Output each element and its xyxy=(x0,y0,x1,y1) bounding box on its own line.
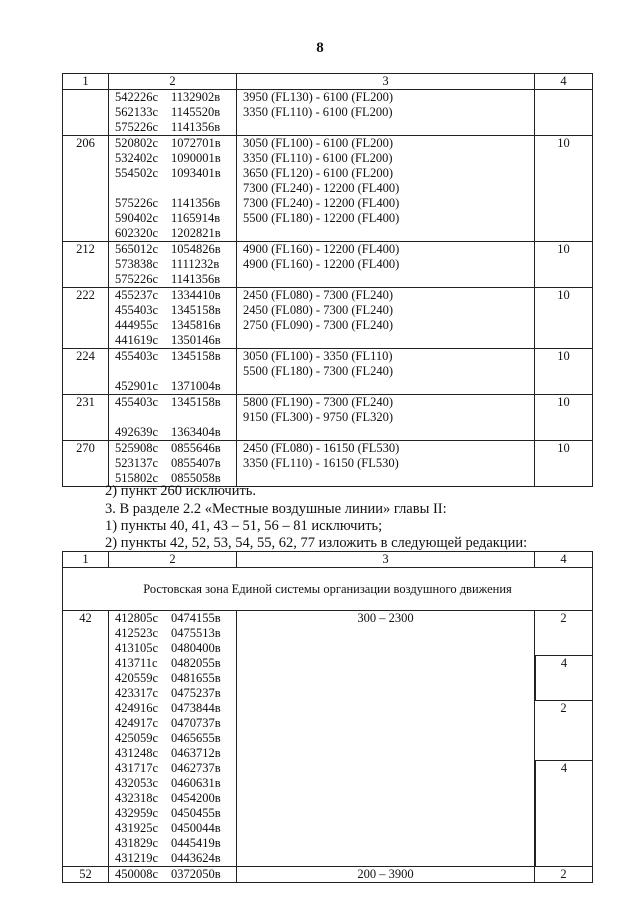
paragraph-3: 1) пункты 40, 41, 43 – 51, 56 – 81 исключить; xyxy=(105,518,383,534)
longitude: 0855407в xyxy=(171,456,221,470)
flight-level: 3050 (FL100) - 6100 (FL200) xyxy=(243,136,393,150)
longitude: 0470737в xyxy=(171,716,221,730)
table-header-row xyxy=(63,74,593,90)
longitude: 1093401в xyxy=(171,166,221,180)
latitude: 542226с xyxy=(115,90,159,104)
latitude: 455403с xyxy=(115,303,159,317)
point-line xyxy=(115,90,236,105)
longitude: 1350146в xyxy=(171,333,221,347)
flight-level: 2750 (FL090) - 7300 (FL240) xyxy=(243,318,393,332)
latitude: 523137с xyxy=(115,456,159,470)
latitude: 532402с xyxy=(115,151,159,165)
longitude: 1363404в xyxy=(171,425,221,439)
point-line xyxy=(115,166,236,181)
point-line xyxy=(115,836,236,851)
route-points xyxy=(109,349,237,395)
point-line xyxy=(115,272,236,287)
point-line xyxy=(115,456,236,471)
point-line xyxy=(115,671,236,686)
flight-levels xyxy=(237,288,535,349)
table-row xyxy=(63,441,593,487)
route-number: 52 xyxy=(63,867,109,883)
longitude: 1054826в xyxy=(171,242,221,256)
latitude: 565012с xyxy=(115,242,159,256)
column-header-3: 3 xyxy=(237,552,535,568)
route-width-segment: 2 xyxy=(535,701,592,761)
latitude: 455403с xyxy=(115,395,159,409)
point-line xyxy=(115,806,236,821)
point-line xyxy=(115,333,236,348)
flight-level: 7300 (FL240) - 12200 (FL400) xyxy=(243,181,400,195)
flight-level: 5500 (FL180) - 7300 (FL240) xyxy=(243,364,393,378)
route-width: 10 xyxy=(535,136,593,242)
point-line xyxy=(115,410,236,425)
column-header-2: 2 xyxy=(109,74,237,90)
point-line xyxy=(115,136,236,151)
latitude: 432318с xyxy=(115,791,159,805)
point-line xyxy=(115,288,236,303)
table-row xyxy=(63,867,593,883)
longitude: 0480400в xyxy=(171,641,221,655)
longitude: 0443624в xyxy=(171,851,221,865)
latitude: 424917с xyxy=(115,716,159,730)
longitude: 1141356в xyxy=(171,196,221,210)
longitude: 0450455в xyxy=(171,806,221,820)
latitude: 432053с xyxy=(115,776,159,790)
longitude: 0482055в xyxy=(171,656,221,670)
paragraph-4: 2) пункты 42, 52, 53, 54, 55, 62, 77 изложить в следующей редакции: xyxy=(105,535,528,551)
latitude: 525908с xyxy=(115,441,159,455)
height-range: 200 – 3900 xyxy=(237,867,535,883)
route-points xyxy=(109,242,237,288)
point-line xyxy=(115,181,236,196)
route-width: 2 xyxy=(535,867,593,883)
latitude: 590402с xyxy=(115,211,159,225)
point-line xyxy=(115,626,236,641)
longitude: 1141356в xyxy=(171,120,221,134)
flight-level: 3950 (FL130) - 6100 (FL200) xyxy=(243,90,393,104)
point-line xyxy=(115,686,236,701)
point-line xyxy=(115,349,236,364)
flight-levels xyxy=(237,395,535,441)
point-line xyxy=(115,379,236,394)
paragraph-1: 2) пункт 260 исключить. xyxy=(105,483,257,499)
point-line xyxy=(115,641,236,656)
route-number: 270 xyxy=(63,441,109,487)
route-width xyxy=(535,90,593,136)
longitude: 0855646в xyxy=(171,441,221,455)
longitude: 0475237в xyxy=(171,686,221,700)
flight-level: 2450 (FL080) - 7300 (FL240) xyxy=(243,303,393,317)
table-local-airways xyxy=(62,551,593,883)
column-header-2: 2 xyxy=(109,552,237,568)
latitude: 452901с xyxy=(115,379,159,393)
point-line xyxy=(115,791,236,806)
latitude: 573838с xyxy=(115,257,159,271)
point-line xyxy=(115,151,236,166)
latitude: 413711с xyxy=(115,656,158,670)
longitude: 1141356в xyxy=(171,272,221,286)
route-width-cell xyxy=(535,611,593,867)
route-points xyxy=(109,441,237,487)
longitude: 0450044в xyxy=(171,821,221,835)
route-number: 212 xyxy=(63,242,109,288)
point-line xyxy=(115,105,236,120)
latitude: 455237с xyxy=(115,288,159,302)
longitude: 1345158в xyxy=(171,349,221,363)
point-line xyxy=(115,242,236,257)
latitude: 575226с xyxy=(115,272,159,286)
column-header-4: 4 xyxy=(535,552,593,568)
route-points xyxy=(109,90,237,136)
table-row xyxy=(63,136,593,242)
longitude: 1345158в xyxy=(171,303,221,317)
longitude: 1111232в xyxy=(171,257,220,271)
flight-levels xyxy=(237,349,535,395)
latitude: 424916с xyxy=(115,701,159,715)
longitude: 0474155в xyxy=(171,611,221,625)
table-row xyxy=(63,611,593,867)
point-line xyxy=(115,318,236,333)
route-number: 231 xyxy=(63,395,109,441)
longitude: 1072701в xyxy=(171,136,221,150)
longitude: 0465655в xyxy=(171,731,221,745)
latitude: 423317с xyxy=(115,686,159,700)
latitude: 431925с xyxy=(115,821,159,835)
latitude: 431219с xyxy=(115,851,159,865)
longitude: 0463712в xyxy=(171,746,221,760)
latitude: 413105с xyxy=(115,641,159,655)
point-line xyxy=(115,746,236,761)
table-row xyxy=(63,242,593,288)
route-width-segment: 4 xyxy=(535,761,592,866)
latitude: 431248с xyxy=(115,746,159,760)
flight-level: 5500 (FL180) - 12200 (FL400) xyxy=(243,211,400,225)
point-line xyxy=(115,425,236,440)
flight-level: 5800 (FL190) - 7300 (FL240) xyxy=(243,395,393,409)
route-number: 206 xyxy=(63,136,109,242)
longitude: 0462737в xyxy=(171,761,221,775)
longitude: 1090001в xyxy=(171,151,221,165)
column-header-1: 1 xyxy=(63,74,109,90)
flight-levels xyxy=(237,90,535,136)
point-line xyxy=(115,776,236,791)
point-line xyxy=(115,716,236,731)
flight-level: 4900 (FL160) - 12200 (FL400) xyxy=(243,242,400,256)
point-line xyxy=(115,731,236,746)
longitude: 1345158в xyxy=(171,395,221,409)
point-line xyxy=(115,211,236,226)
route-points xyxy=(109,867,237,883)
route-width: 10 xyxy=(535,349,593,395)
route-width-segment: 4 xyxy=(535,656,592,701)
column-header-4: 4 xyxy=(535,74,593,90)
point-line xyxy=(115,226,236,241)
route-width: 10 xyxy=(535,288,593,349)
point-line xyxy=(115,395,236,410)
longitude: 1202821в xyxy=(171,226,221,240)
route-width: 10 xyxy=(535,441,593,487)
flight-level: 3050 (FL100) - 3350 (FL110) xyxy=(243,349,393,363)
route-points xyxy=(109,288,237,349)
longitude: 1345816в xyxy=(171,318,221,332)
latitude: 450008с xyxy=(115,867,159,881)
point-line xyxy=(115,851,236,866)
latitude: 431829с xyxy=(115,836,159,850)
longitude: 0481655в xyxy=(171,671,221,685)
table-row xyxy=(63,288,593,349)
route-points xyxy=(109,136,237,242)
latitude: 420559с xyxy=(115,671,159,685)
point-line xyxy=(115,611,236,626)
longitude: 0454200в xyxy=(171,791,221,805)
latitude: 412805с xyxy=(115,611,159,625)
longitude: 1132902в xyxy=(171,90,221,104)
flight-level: 4900 (FL160) - 12200 (FL400) xyxy=(243,257,400,271)
route-number: 42 xyxy=(63,611,109,867)
longitude: 0372050в xyxy=(171,867,221,881)
paragraph-2: 3. В разделе 2.2 «Местные воздушные линии» главы II: xyxy=(105,501,447,517)
longitude: 1371004в xyxy=(171,379,221,393)
latitude: 441619с xyxy=(115,333,159,347)
route-width-segment: 2 xyxy=(535,611,592,656)
flight-levels xyxy=(237,136,535,242)
table-row xyxy=(63,395,593,441)
flight-level: 2450 (FL080) - 7300 (FL240) xyxy=(243,288,393,302)
table-header-row xyxy=(63,552,593,568)
route-number xyxy=(63,90,109,136)
latitude: 520802с xyxy=(115,136,159,150)
route-points xyxy=(109,611,237,867)
table-row xyxy=(63,90,593,136)
latitude: 515802с xyxy=(115,471,159,485)
latitude: 575226с xyxy=(115,196,159,210)
latitude: 431717с xyxy=(115,761,159,775)
latitude: 492639с xyxy=(115,425,159,439)
point-line xyxy=(115,441,236,456)
point-line xyxy=(115,867,236,882)
point-line xyxy=(115,257,236,272)
flight-level: 2450 (FL080) - 16150 (FL530) xyxy=(243,441,400,455)
page-number: 8 xyxy=(316,40,324,56)
point-line xyxy=(115,196,236,211)
point-line xyxy=(115,701,236,716)
route-width: 10 xyxy=(535,395,593,441)
point-line xyxy=(115,761,236,776)
zone-title: Ростовская зона Единой системы организации воздушного движения xyxy=(63,568,593,611)
table-row xyxy=(63,349,593,395)
latitude: 575226с xyxy=(115,120,159,134)
point-line xyxy=(115,364,236,379)
point-line xyxy=(115,303,236,318)
height-range: 300 – 2300 xyxy=(237,611,535,867)
latitude: 412523с xyxy=(115,626,159,640)
latitude: 602320с xyxy=(115,226,159,240)
flight-levels xyxy=(237,242,535,288)
flight-level: 3650 (FL120) - 6100 (FL200) xyxy=(243,166,393,180)
flight-level: 7300 (FL240) - 12200 (FL400) xyxy=(243,196,400,210)
point-line xyxy=(115,656,236,671)
table-airways xyxy=(62,73,593,487)
latitude: 455403с xyxy=(115,349,159,363)
latitude: 562133с xyxy=(115,105,159,119)
point-line xyxy=(115,120,236,135)
longitude: 0460631в xyxy=(171,776,221,790)
longitude: 1165914в xyxy=(171,211,221,225)
flight-level: 3350 (FL110) - 6100 (FL200) xyxy=(243,151,393,165)
longitude: 1334410в xyxy=(171,288,221,302)
column-header-1: 1 xyxy=(63,552,109,568)
flight-level: 3350 (FL110) - 6100 (FL200) xyxy=(243,105,393,119)
route-width: 10 xyxy=(535,242,593,288)
latitude: 425059с xyxy=(115,731,159,745)
longitude: 0445419в xyxy=(171,836,221,850)
flight-levels xyxy=(237,441,535,487)
latitude: 554502с xyxy=(115,166,159,180)
zone-row xyxy=(63,568,593,611)
latitude: 432959с xyxy=(115,806,159,820)
longitude: 0473844в xyxy=(171,701,221,715)
flight-level: 3350 (FL110) - 16150 (FL530) xyxy=(243,456,399,470)
route-number: 224 xyxy=(63,349,109,395)
latitude: 444955с xyxy=(115,318,159,332)
route-number: 222 xyxy=(63,288,109,349)
column-header-3: 3 xyxy=(237,74,535,90)
longitude: 0855058в xyxy=(171,471,221,485)
longitude: 1145520в xyxy=(171,105,221,119)
longitude: 0475513в xyxy=(171,626,221,640)
route-points xyxy=(109,395,237,441)
flight-level: 9150 (FL300) - 9750 (FL320) xyxy=(243,410,393,424)
point-line xyxy=(115,821,236,836)
